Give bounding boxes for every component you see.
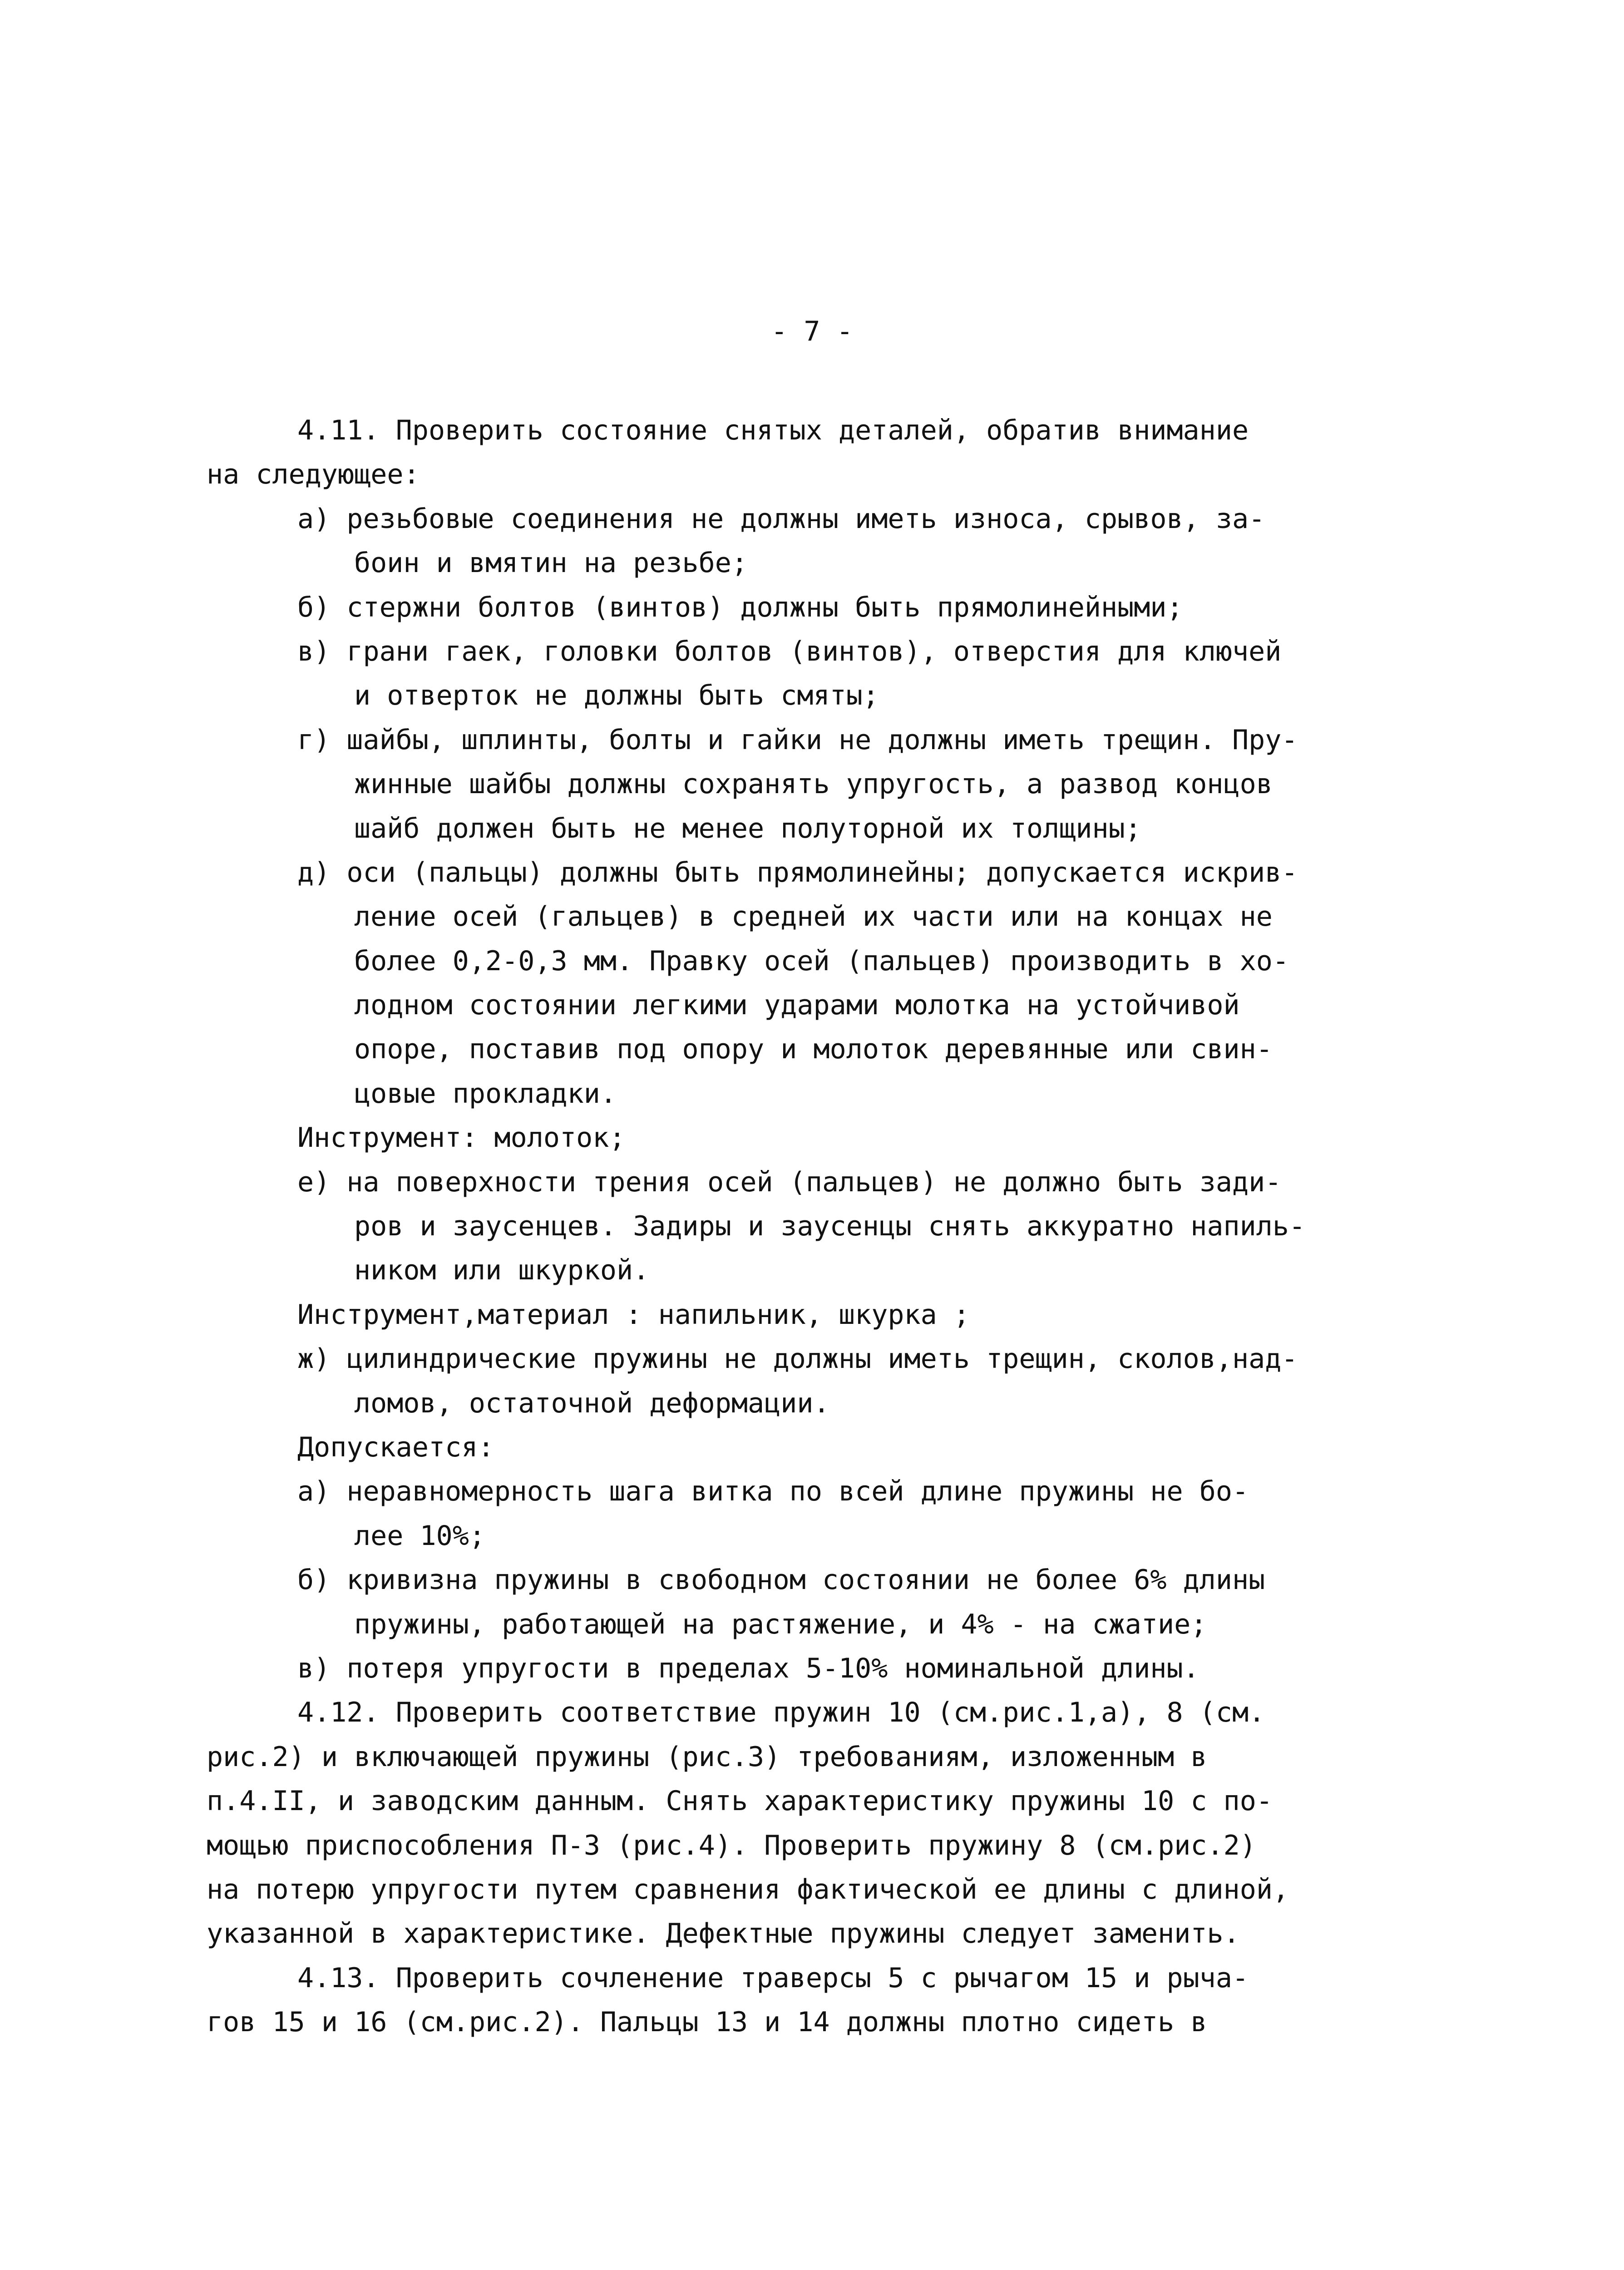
text-line: жинные шайбы должны сохранять упругость, а развод концов xyxy=(354,768,1273,800)
text-line: на потерю упругости путем сравнения фактической ее длины с длиной, xyxy=(207,1873,1289,1905)
text-line: указанной в характеристике. Дефектные пружины следует заменить. xyxy=(207,1918,1240,1950)
text-line: Инструмент,материал : напильник, шкурка ; xyxy=(297,1298,970,1331)
document-body xyxy=(207,409,1469,2044)
text-line: а) неравномерность шага витка по всей длине пружины не бо- xyxy=(297,1476,1249,1508)
text-line: е) на поверхности трения осей (пальцев) не должно быть зади- xyxy=(297,1166,1282,1198)
text-line: ров и заусенцев. Задиры и заусенцы снять аккуратно напиль- xyxy=(354,1210,1306,1243)
text-line: Инструмент: молоток; xyxy=(297,1122,626,1154)
text-line: б) кривизна пружины в свободном состоянии не более 6% длины xyxy=(297,1564,1265,1596)
text-line: лее 10%; xyxy=(354,1520,485,1552)
text-line: более 0,2-0,3 мм. Правку осей (пальцев) производить в хо- xyxy=(354,945,1289,977)
text-line: 4.12. Проверить соответствие пружин 10 (см.рис.1,а), 8 (см. xyxy=(297,1697,1265,1729)
text-line: 4.13. Проверить сочленение траверсы 5 с рычагом 15 и рыча- xyxy=(297,1962,1249,1994)
text-line: ление осей (гальцев) в средней их части или на концах не xyxy=(354,901,1273,933)
text-line: д) оси (пальцы) должны быть прямолинейны; допускается искрив- xyxy=(297,856,1298,888)
text-line: ломов, остаточной деформации. xyxy=(354,1387,830,1419)
text-line: п.4.II, и заводским данным. Снять характеристику пружины 10 с по- xyxy=(207,1785,1273,1817)
text-line: а) резьбовые соединения не должны иметь износа, срывов, за- xyxy=(297,503,1265,535)
text-line: мощью приспособления П-3 (рис.4). Проверить пружину 8 (см.рис.2) xyxy=(207,1829,1256,1861)
text-line: ж) цилиндрические пружины не должны иметь трещин, сколов,над- xyxy=(297,1343,1298,1375)
text-line: цовые прокладки. xyxy=(354,1077,617,1110)
text-line: рис.2) и включающей пружины (рис.3) требованиям, изложенным в xyxy=(207,1741,1207,1773)
text-line: г) шайбы, шплинты, болты и гайки не должны иметь трещин. Пру- xyxy=(297,724,1298,756)
text-line: шайб должен быть не менее полуторной их толщины; xyxy=(354,812,1141,844)
text-line: в) грани гаек, головки болтов (винтов), отверстия для ключей xyxy=(297,635,1282,667)
text-line: ником или шкуркой. xyxy=(354,1254,650,1287)
text-line: гов 15 и 16 (см.рис.2). Пальцы 13 и 14 должны плотно сидеть в xyxy=(207,2006,1207,2038)
text-line: опоре, поставив под опору и молоток деревянные или свин- xyxy=(354,1033,1273,1066)
text-line: б) стержни болтов (винтов) должны быть прямолинейными; xyxy=(297,591,1183,623)
text-line: Допускается: xyxy=(297,1431,494,1463)
text-line: 4.11. Проверить состояние снятых деталей, обратив внимание xyxy=(297,415,1249,446)
text-line: пружины, работающей на растяжение, и 4% - на сжатие; xyxy=(354,1608,1207,1640)
text-line: на следующее: xyxy=(207,459,420,491)
text-line: боин и вмятин на резьбе; xyxy=(354,547,748,579)
text-line: и отверток не должны быть смяты; xyxy=(354,680,879,712)
text-line: в) потеря упругости в пределах 5-10% номинальной длины. xyxy=(297,1652,1199,1684)
text-line: лодном состоянии легкими ударами молотка на устойчивой xyxy=(354,989,1240,1022)
page-number: - 7 - xyxy=(771,316,853,347)
